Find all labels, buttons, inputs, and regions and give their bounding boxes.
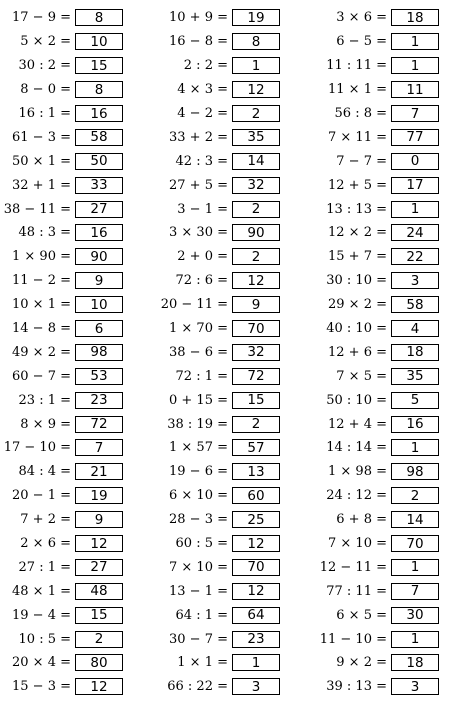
problem-row [0,245,155,269]
answer-box[interactable]: 4 [391,320,439,337]
problem-expression: 60 : 5 = [175,536,228,552]
answer-box[interactable]: 8 [75,9,123,26]
answer-box[interactable]: 70 [232,320,280,337]
problem-row [155,173,315,197]
problem-expression: 8 × 9 = [20,416,71,432]
problem-row [0,293,155,317]
answer-box[interactable]: 32 [232,344,280,361]
problem-expression: 0 + 15 = [169,392,228,408]
problem-expression: 15 − 3 = [12,679,71,695]
problem-expression: 6 − 5 = [336,34,387,50]
problem-row [0,221,155,245]
answer-box[interactable]: 7 [391,105,439,122]
problem-expression: 2 : 2 = [183,58,228,74]
answer-box[interactable]: 21 [75,463,123,480]
problem-expression: 5 × 2 = [20,34,71,50]
problem-row [155,436,315,460]
problem-row [155,293,315,317]
answer-box[interactable]: 17 [391,177,439,194]
problem-expression: 13 − 1 = [169,583,228,599]
problem-expression: 1 × 98 = [328,464,387,480]
answer-box[interactable]: 15 [75,57,123,74]
problem-row [0,78,155,102]
problem-expression: 38 − 6 = [169,344,228,360]
answer-box[interactable]: 2 [75,631,123,648]
answer-box[interactable]: 22 [391,248,439,265]
problem-row [0,388,155,412]
problem-row [0,579,155,603]
answer-box[interactable]: 12 [232,81,280,98]
problem-expression: 7 × 5 = [336,368,387,384]
problem-expression: 13 : 13 = [326,201,387,217]
answer-box[interactable]: 53 [75,368,123,385]
answer-box[interactable]: 98 [75,344,123,361]
problem-expression: 50 × 1 = [12,153,71,169]
problem-row [315,675,465,699]
answer-box[interactable]: 18 [391,9,439,26]
problem-expression: 12 + 6 = [328,344,387,360]
problem-expression: 15 + 7 = [328,249,387,265]
problem-column-3 [315,6,465,699]
problem-expression: 1 × 70 = [169,321,228,337]
problem-expression: 12 + 5 = [328,177,387,193]
answer-box[interactable]: 16 [75,105,123,122]
answer-box[interactable]: 48 [75,583,123,600]
answer-box[interactable]: 18 [391,344,439,361]
problem-expression: 1 × 57 = [169,440,228,456]
problem-row [0,149,155,173]
problem-expression: 16 : 1 = [18,106,71,121]
problem-row [315,532,465,556]
problem-row [0,197,155,221]
problem-row [0,54,155,78]
problem-row [155,532,315,556]
problem-expression: 20 − 1 = [12,488,71,504]
problem-expression: 3 × 6 = [336,10,387,26]
problem-expression: 32 + 1 = [12,177,71,193]
problem-row [315,579,465,603]
answer-box[interactable]: 11 [391,81,439,98]
answer-box[interactable]: 2 [232,201,280,218]
problem-expression: 19 − 6 = [169,464,228,480]
problem-expression: 38 − 11 = [3,201,71,217]
problem-expression: 2 + 0 = [177,249,228,265]
problem-row [315,364,465,388]
answer-box[interactable]: 1 [232,57,280,74]
problem-row [0,30,155,54]
problem-row [0,651,155,675]
problem-row [155,197,315,221]
answer-box[interactable]: 1 [391,201,439,218]
problem-row [315,627,465,651]
answer-box[interactable]: 2 [232,416,280,433]
problem-row [315,460,465,484]
answer-box[interactable]: 72 [75,416,123,433]
problem-row [155,460,315,484]
answer-box[interactable]: 23 [232,631,280,648]
problem-expression: 10 : 5 = [18,631,71,647]
answer-box[interactable]: 80 [75,654,123,671]
problem-expression: 48 × 1 = [12,583,71,599]
problem-expression: 11 − 10 = [319,631,387,647]
problem-expression: 6 + 8 = [336,512,387,528]
problem-row [155,149,315,173]
problem-row [0,340,155,364]
problem-row [0,364,155,388]
problem-row [0,675,155,699]
problem-row [315,388,465,412]
problem-row [155,245,315,269]
problem-row [155,6,315,30]
answer-box[interactable]: 1 [391,559,439,576]
problem-row [315,245,465,269]
problem-expression: 42 : 3 = [175,153,228,169]
answer-box[interactable]: 64 [232,607,280,624]
answer-box[interactable]: 60 [232,487,280,504]
problem-expression: 6 × 5 = [336,607,387,623]
problem-row [315,125,465,149]
problem-row [155,412,315,436]
problem-expression: 61 − 3 = [12,129,71,145]
problem-row [155,125,315,149]
problem-expression: 64 : 1 = [175,607,228,623]
problem-row [0,508,155,532]
answer-box[interactable]: 30 [391,607,439,624]
problem-expression: 7 + 2 = [20,512,71,528]
answer-box[interactable]: 8 [75,81,123,98]
problem-expression: 17 − 10 = [3,440,71,456]
problem-row [0,173,155,197]
problem-expression: 10 × 1 = [12,297,71,313]
problem-expression: 60 − 7 = [12,368,71,384]
worksheet [0,6,465,699]
problem-column-2 [155,6,315,699]
answer-box[interactable]: 12 [75,678,123,695]
problem-row [155,30,315,54]
answer-box[interactable]: 33 [75,177,123,194]
problem-expression: 3 − 1 = [177,201,228,217]
answer-box[interactable]: 10 [75,296,123,313]
answer-box[interactable]: 12 [75,535,123,552]
answer-box[interactable]: 18 [391,654,439,671]
problem-row [155,78,315,102]
problem-expression: 9 × 2 = [336,655,387,671]
problem-row [315,102,465,126]
answer-box[interactable]: 72 [232,368,280,385]
answer-box[interactable]: 0 [391,153,439,170]
answer-box[interactable]: 15 [232,392,280,409]
problem-row [155,627,315,651]
problem-expression: 7 × 11 = [328,129,387,145]
answer-box[interactable]: 9 [75,511,123,528]
answer-box[interactable]: 27 [75,559,123,576]
problem-row [315,603,465,627]
problem-row [315,149,465,173]
problem-expression: 27 + 5 = [169,177,228,193]
answer-box[interactable]: 58 [391,296,439,313]
problem-expression: 50 : 10 = [326,392,387,408]
answer-box[interactable]: 7 [75,439,123,456]
answer-box[interactable]: 14 [232,153,280,170]
problem-expression: 14 : 14 = [326,440,387,456]
problem-expression: 49 × 2 = [12,344,71,360]
answer-box[interactable]: 1 [391,33,439,50]
problem-row [155,269,315,293]
problem-row [155,579,315,603]
answer-box[interactable]: 19 [75,487,123,504]
answer-box[interactable]: 2 [391,487,439,504]
problem-expression: 33 + 2 = [169,129,228,145]
problem-expression: 11 : 11 = [326,58,387,74]
answer-box[interactable]: 58 [75,129,123,146]
answer-box[interactable]: 12 [232,272,280,289]
problem-row [315,317,465,341]
answer-box[interactable]: 35 [232,129,280,146]
problem-expression: 12 − 11 = [319,559,387,575]
problem-expression: 1 × 90 = [12,249,71,265]
problem-row [0,269,155,293]
problem-column-1 [0,6,155,699]
problem-expression: 30 : 10 = [326,273,387,289]
answer-box[interactable]: 8 [232,33,280,50]
problem-expression: 20 − 11 = [160,297,228,313]
problem-expression: 6 × 10 = [169,488,228,504]
answer-box[interactable]: 5 [391,392,439,409]
problem-expression: 84 : 4 = [18,464,71,480]
problem-row [0,412,155,436]
problem-expression: 12 + 4 = [328,416,387,432]
problem-expression: 66 : 22 = [167,679,228,695]
answer-box[interactable]: 3 [232,678,280,695]
answer-box[interactable]: 15 [75,607,123,624]
problem-expression: 10 + 9 = [169,10,228,26]
problem-row [315,269,465,293]
problem-row [0,627,155,651]
problem-expression: 39 : 13 = [326,679,387,695]
answer-box[interactable]: 6 [75,320,123,337]
problem-expression: 4 × 3 = [177,82,228,98]
problem-expression: 11 − 2 = [12,273,71,289]
answer-box[interactable]: 70 [232,559,280,576]
answer-box[interactable]: 1 [391,439,439,456]
problem-row [155,364,315,388]
problem-row [315,6,465,30]
problem-row [0,603,155,627]
problem-row [315,412,465,436]
answer-box[interactable]: 12 [232,583,280,600]
answer-box[interactable]: 27 [75,201,123,218]
problem-row [155,388,315,412]
problem-expression: 72 : 6 = [175,273,228,289]
problem-expression: 48 : 3 = [18,225,71,241]
answer-box[interactable]: 35 [391,368,439,385]
problem-expression: 12 × 2 = [328,225,387,241]
answer-box[interactable]: 12 [232,535,280,552]
problem-row [315,484,465,508]
problem-row [0,460,155,484]
answer-box[interactable]: 2 [232,248,280,265]
problem-row [0,317,155,341]
problem-expression: 17 − 9 = [12,10,71,26]
problem-expression: 7 × 10 = [328,536,387,552]
answer-box[interactable]: 3 [391,678,439,695]
problem-row [315,173,465,197]
problem-expression: 38 : 19 = [167,416,228,432]
problem-row [0,532,155,556]
problem-row [155,340,315,364]
problem-expression: 56 : 8 = [334,106,387,121]
problem-expression: 28 − 3 = [169,512,228,528]
problem-row [155,102,315,126]
problem-expression: 29 × 2 = [328,297,387,313]
problem-row [155,508,315,532]
problem-expression: 24 : 12 = [326,488,387,504]
problem-expression: 8 − 0 = [20,82,71,98]
problem-row [0,484,155,508]
answer-box[interactable]: 23 [75,392,123,409]
problem-expression: 14 − 8 = [12,321,71,337]
answer-box[interactable]: 2 [232,105,280,122]
problem-row [315,508,465,532]
problem-row [0,125,155,149]
problem-row [155,651,315,675]
problem-expression: 30 : 2 = [18,58,71,74]
problem-row [0,6,155,30]
answer-box[interactable]: 10 [75,33,123,50]
answer-box[interactable]: 14 [391,511,439,528]
problem-expression: 23 : 1 = [18,392,71,408]
problem-row [155,555,315,579]
answer-box[interactable]: 1 [232,654,280,671]
answer-box[interactable]: 32 [232,177,280,194]
problem-row [315,436,465,460]
problem-row [315,54,465,78]
problem-expression: 2 × 6 = [20,536,71,552]
answer-box[interactable]: 9 [75,272,123,289]
problem-expression: 20 × 4 = [12,655,71,671]
problem-row [0,555,155,579]
answer-box[interactable]: 77 [391,129,439,146]
problem-expression: 1 × 1 = [177,655,228,671]
problem-expression: 27 : 1 = [18,559,71,575]
answer-box[interactable]: 16 [75,224,123,241]
problem-expression: 16 − 8 = [169,34,228,50]
answer-box[interactable]: 57 [232,439,280,456]
problem-row [155,603,315,627]
answer-box[interactable]: 70 [391,535,439,552]
problem-expression: 72 : 1 = [175,368,228,384]
answer-box[interactable]: 9 [232,296,280,313]
problem-expression: 40 : 10 = [326,321,387,337]
problem-row [315,197,465,221]
answer-box[interactable]: 25 [232,511,280,528]
problem-row [0,436,155,460]
problem-row [155,317,315,341]
answer-box[interactable]: 24 [391,224,439,241]
problem-row [315,78,465,102]
answer-box[interactable]: 90 [75,248,123,265]
problem-expression: 30 − 7 = [169,631,228,647]
problem-row [315,221,465,245]
problem-row [315,340,465,364]
answer-box[interactable]: 1 [391,57,439,74]
problem-row [155,484,315,508]
answer-box[interactable]: 7 [391,583,439,600]
answer-box[interactable]: 13 [232,463,280,480]
problem-row [315,555,465,579]
problem-expression: 3 × 30 = [169,225,228,241]
problem-row [315,293,465,317]
problem-expression: 11 × 1 = [328,82,387,98]
problem-row [155,221,315,245]
problem-expression: 7 − 7 = [336,153,387,169]
problem-row [155,675,315,699]
answer-box[interactable]: 3 [391,272,439,289]
problem-expression: 19 − 4 = [12,607,71,623]
answer-box[interactable]: 50 [75,153,123,170]
problem-expression: 77 : 11 = [326,583,387,599]
answer-box[interactable]: 98 [391,463,439,480]
problem-row [315,651,465,675]
problem-expression: 4 − 2 = [177,106,228,121]
answer-box[interactable]: 16 [391,416,439,433]
problem-row [0,102,155,126]
problem-expression: 7 × 10 = [169,559,228,575]
problem-row [315,30,465,54]
answer-box[interactable]: 1 [391,631,439,648]
answer-box[interactable]: 90 [232,224,280,241]
problem-row [155,54,315,78]
answer-box[interactable]: 19 [232,9,280,26]
